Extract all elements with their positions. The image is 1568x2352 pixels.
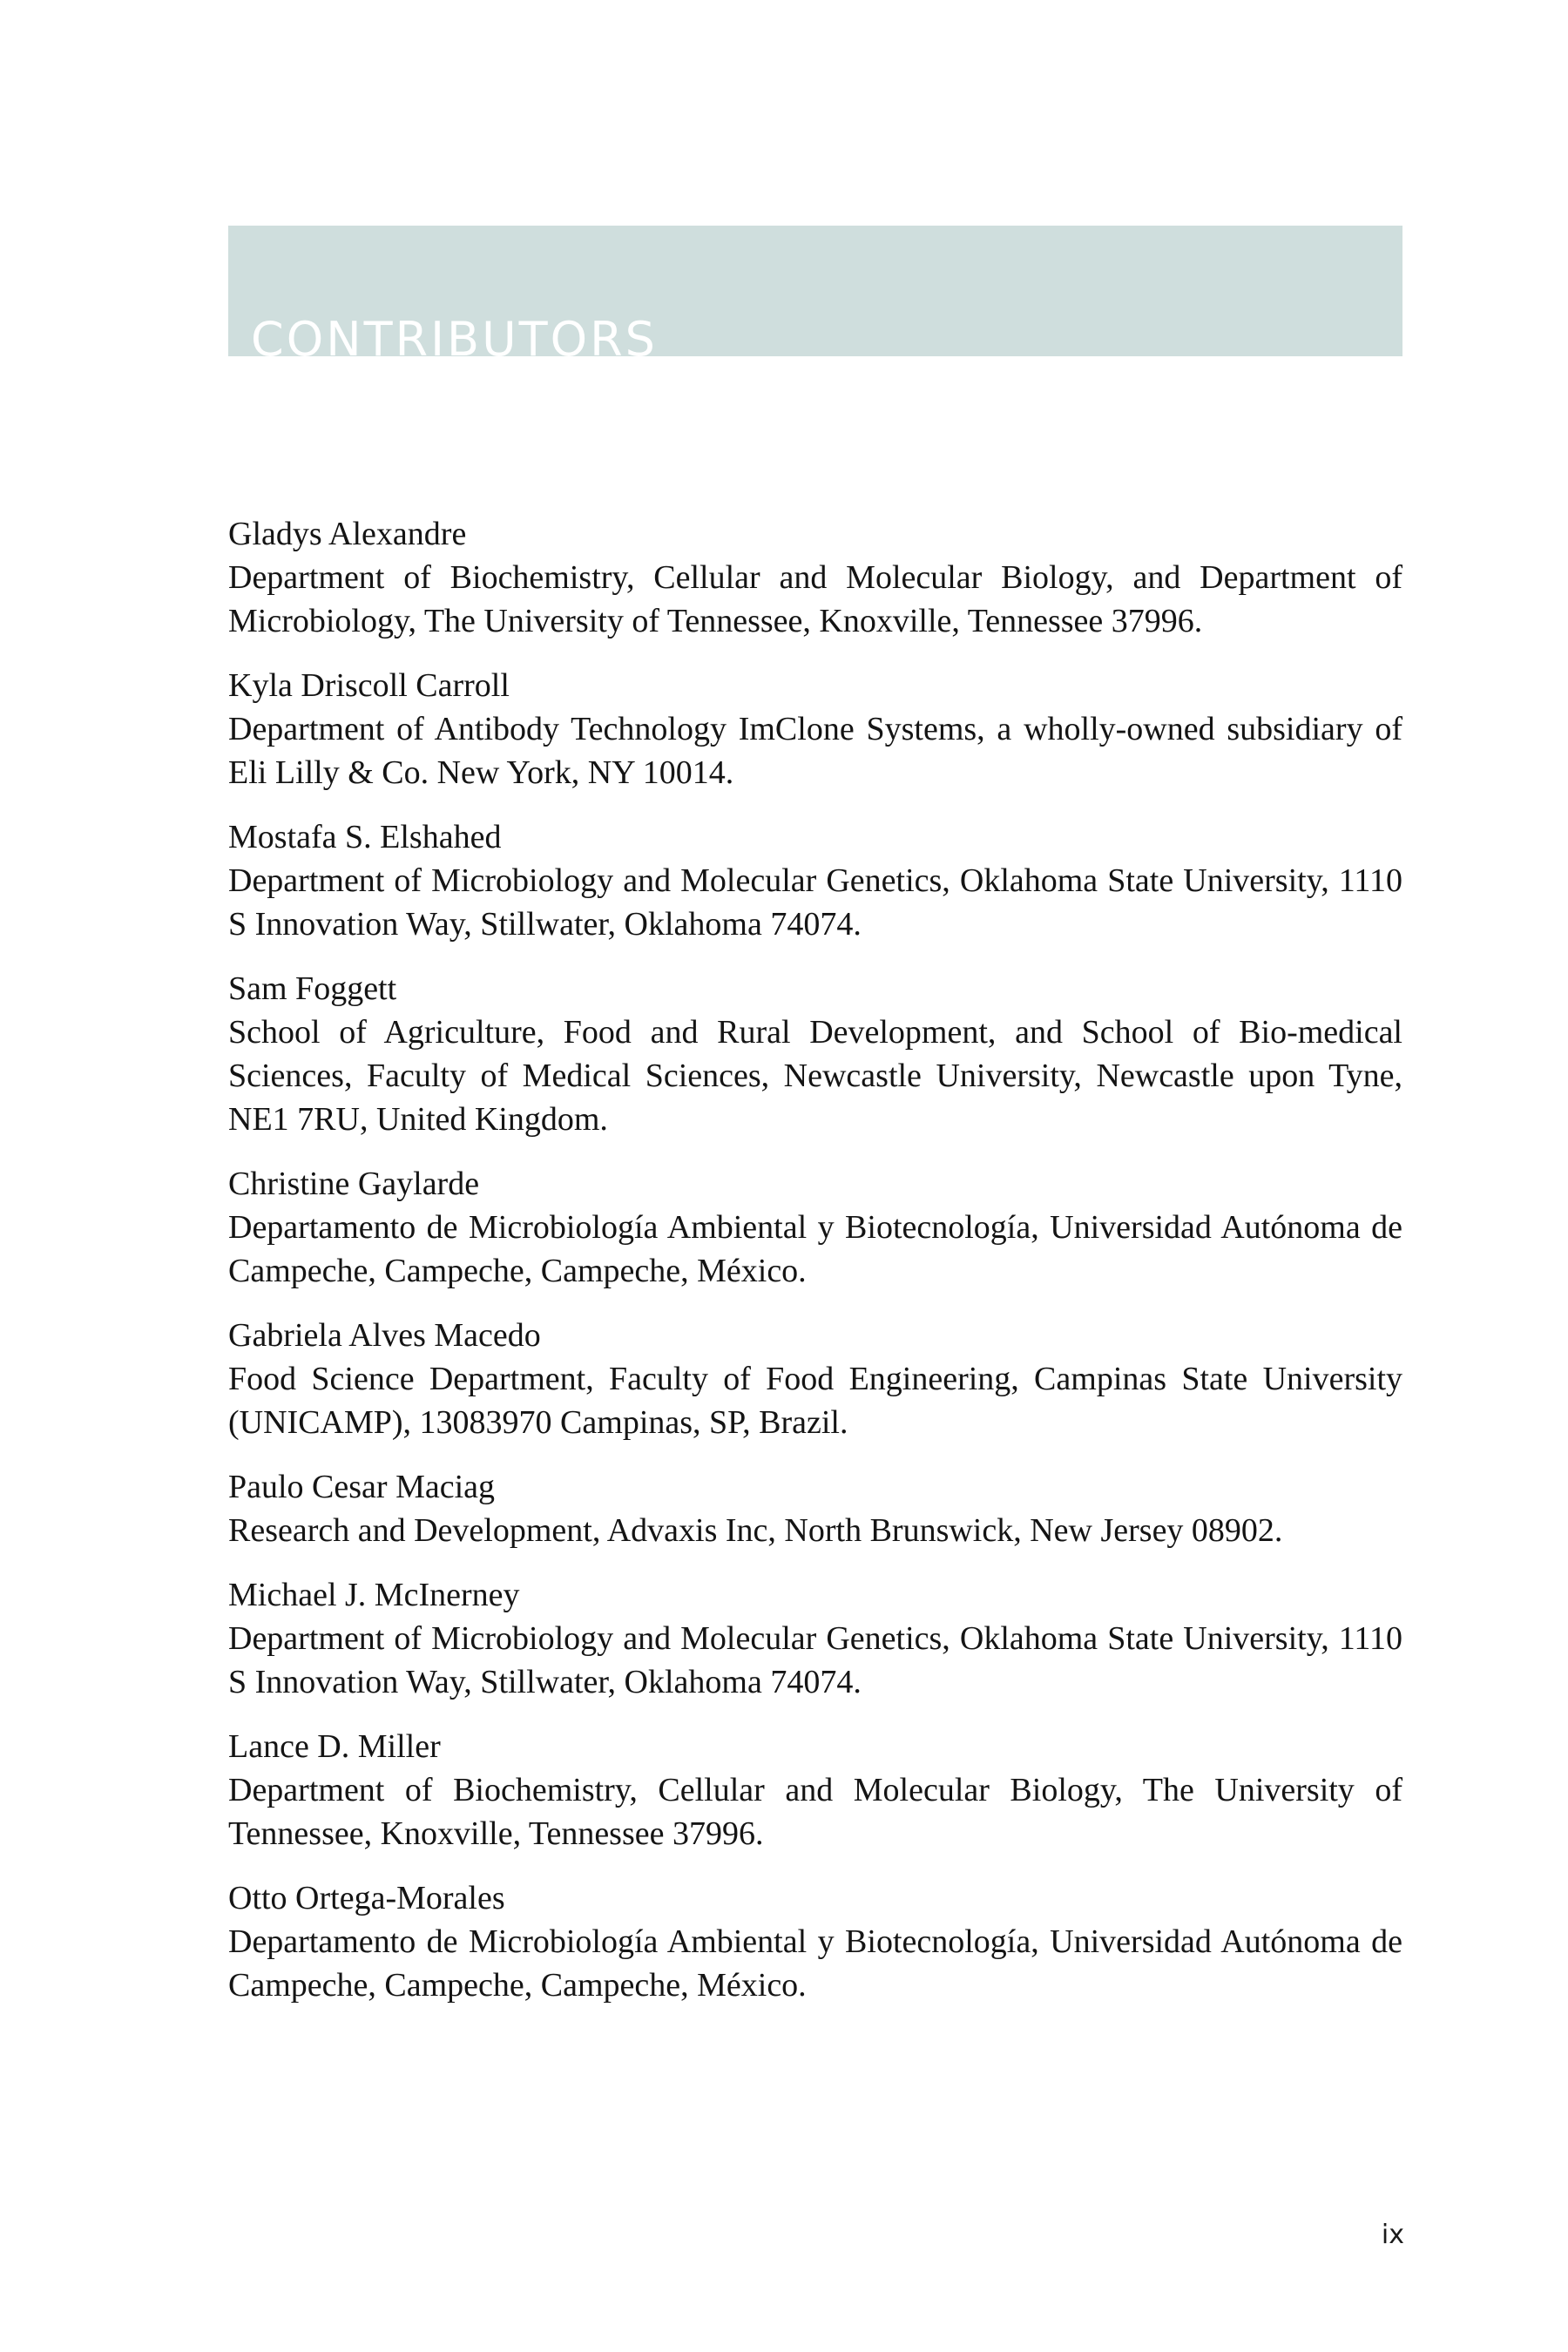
contributor-name: Sam Foggett — [228, 970, 397, 1007]
contributor-name: Michael J. McInerney — [228, 1577, 520, 1613]
contributor-name: Mostafa S. Elshahed — [228, 819, 502, 855]
contributor-entry — [228, 815, 1402, 946]
contributor-entry — [228, 1314, 1402, 1444]
contributors-list — [228, 512, 1402, 2028]
contributor-entry — [228, 1465, 1402, 1552]
section-header-band — [228, 226, 1402, 367]
contributor-affiliation: Department of Microbiology and Molecular Genetics, Oklahoma State University, 1110 S Innovation Way, Stillwater, Oklahoma 74074. — [228, 862, 1402, 943]
contributor-affiliation: Research and Development, Advaxis Inc, North Brunswick, New Jersey 08902. — [228, 1512, 1283, 1549]
contributor-name: Kyla Driscoll Carroll — [228, 667, 510, 704]
contributor-entry — [228, 1876, 1402, 2007]
contributor-affiliation: Department of Biochemistry, Cellular and Molecular Biology, The University of Tennessee, Knoxville, Tennessee 37996. — [228, 1772, 1402, 1852]
contributor-affiliation: Department of Biochemistry, Cellular and Molecular Biology, and Department of Microbiology, The University of Tennessee, Knoxville, Tennessee 37996. — [228, 559, 1402, 639]
contributor-entry — [228, 1725, 1402, 1855]
contributor-name: Paulo Cesar Maciag — [228, 1469, 496, 1505]
contributor-entry — [228, 1162, 1402, 1293]
contributor-affiliation: Departamento de Microbiología Ambiental y Biotecnología, Universidad Autónoma de Campeche, Campeche, Campeche, México. — [228, 1209, 1402, 1289]
contributor-affiliation: Department of Microbiology and Molecular Genetics, Oklahoma State University, 1110 S Innovation Way, Stillwater, Oklahoma 74074. — [228, 1620, 1402, 1700]
contributor-affiliation: Department of Antibody Technology ImClone Systems, a wholly-owned subsidiary of Eli Lilly & Co. New York, NY 10014. — [228, 711, 1402, 791]
contributor-name: Christine Gaylarde — [228, 1166, 480, 1202]
section-title: CONTRIBUTORS — [251, 312, 658, 367]
contributor-affiliation: Departamento de Microbiología Ambiental y Biotecnología, Universidad Autónoma de Campeche, Campeche, Campeche, México. — [228, 1923, 1402, 2004]
contributor-name: Otto Ortega-Morales — [228, 1880, 505, 1916]
contributor-name: Gladys Alexandre — [228, 516, 467, 552]
contributor-affiliation: Food Science Department, Faculty of Food Engineering, Campinas State University (UNICAMP), 13083970 Campinas, SP, Brazil. — [228, 1361, 1402, 1441]
contributor-name: Lance D. Miller — [228, 1728, 441, 1765]
contributor-name: Gabriela Alves Macedo — [228, 1317, 541, 1354]
contributor-entry — [228, 512, 1402, 643]
contributor-entry — [228, 1573, 1402, 1704]
contributor-entry — [228, 664, 1402, 794]
contributor-affiliation: School of Agriculture, Food and Rural Development, and School of Bio-medical Sciences, Faculty of Medical Sciences, Newcastle University, Newcastle upon Tyne, NE1 7RU, United Kingdom. — [228, 1014, 1402, 1138]
page-number: ix — [1381, 2220, 1404, 2250]
contributor-entry — [228, 967, 1402, 1141]
